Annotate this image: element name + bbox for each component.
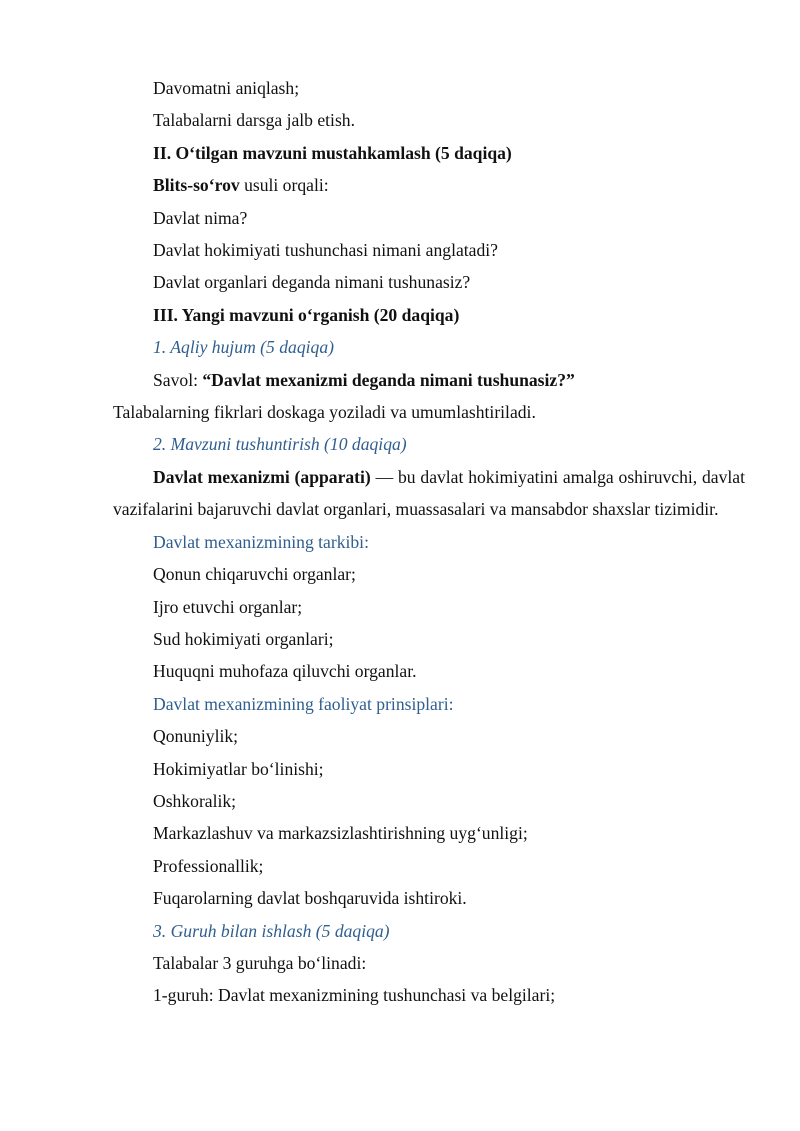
question-line: Davlat nima? xyxy=(153,207,248,228)
text-line: Talabalarni darsga jalb etish. xyxy=(153,110,355,131)
blitz-line xyxy=(113,169,745,201)
definition-text: — bu davlat hokimiyatini amalga oshiruvchi, davlat vazifalarini bajaruvchi davlat organlari, muassasalari va mansabdor shaxslar tizimidir. xyxy=(113,466,745,520)
question-line: Davlat organlari deganda nimani tushunasiz? xyxy=(153,272,471,293)
composition-heading: Davlat mexanizmining tarkibi: xyxy=(153,531,369,552)
list-item: Professionallik; xyxy=(153,855,264,876)
list-item: Hokimiyatlar bo‘linishi; xyxy=(153,758,324,779)
subheading-explanation: 2. Mavzuni tushuntirish (10 daqiqa) xyxy=(153,434,407,455)
principles-heading: Davlat mexanizmining faoliyat prinsiplari: xyxy=(153,693,454,714)
blitz-rest: usuli orqali: xyxy=(239,175,329,196)
text-line: 1-guruh: Davlat mexanizmining tushunchasi va belgilari; xyxy=(153,985,556,1006)
question-text: “Davlat mexanizmi deganda nimani tushunasiz?” xyxy=(202,369,575,390)
list-item: Sud hokimiyati organlari; xyxy=(153,628,334,649)
text-line: Davomatni aniqlash; xyxy=(153,78,300,98)
list-item: Ijro etuvchi organlar; xyxy=(153,596,303,617)
question-line: Davlat hokimiyati tushunchasi nimani anglatadi? xyxy=(153,240,498,261)
question-label: Savol: xyxy=(153,369,203,390)
text-line: Talabalarning fikrlari doskaga yoziladi va umumlashtiriladi. xyxy=(113,402,536,423)
document-body xyxy=(113,72,745,1012)
list-item: Huquqni muhofaza qiluvchi organlar. xyxy=(153,661,417,682)
question-prompt xyxy=(113,364,745,396)
blitz-term: Blits-so‘rov xyxy=(153,175,240,196)
section-heading-3: III. Yangi mavzuni o‘rganish (20 daqiqa) xyxy=(153,304,460,325)
list-item: Oshkoralik; xyxy=(153,790,237,811)
text-line: Talabalar 3 guruhga bo‘linadi: xyxy=(153,952,367,973)
section-heading-2: II. O‘tilgan mavzuni mustahkamlash (5 daqiqa) xyxy=(153,142,512,163)
definition-term: Davlat mexanizmi (apparati) xyxy=(153,466,371,487)
list-item: Fuqarolarning davlat boshqaruvida ishtiroki. xyxy=(153,888,467,909)
list-item: Qonuniylik; xyxy=(153,726,239,747)
list-item: Markazlashuv va markazsizlashtirishning uyg‘unligi; xyxy=(153,823,528,844)
list-item: Qonun chiqaruvchi organlar; xyxy=(153,564,356,585)
subheading-group-work: 3. Guruh bilan ishlash (5 daqiqa) xyxy=(153,920,390,941)
definition-paragraph xyxy=(113,461,745,526)
subheading-brainstorm: 1. Aqliy hujum (5 daqiqa) xyxy=(153,337,334,358)
